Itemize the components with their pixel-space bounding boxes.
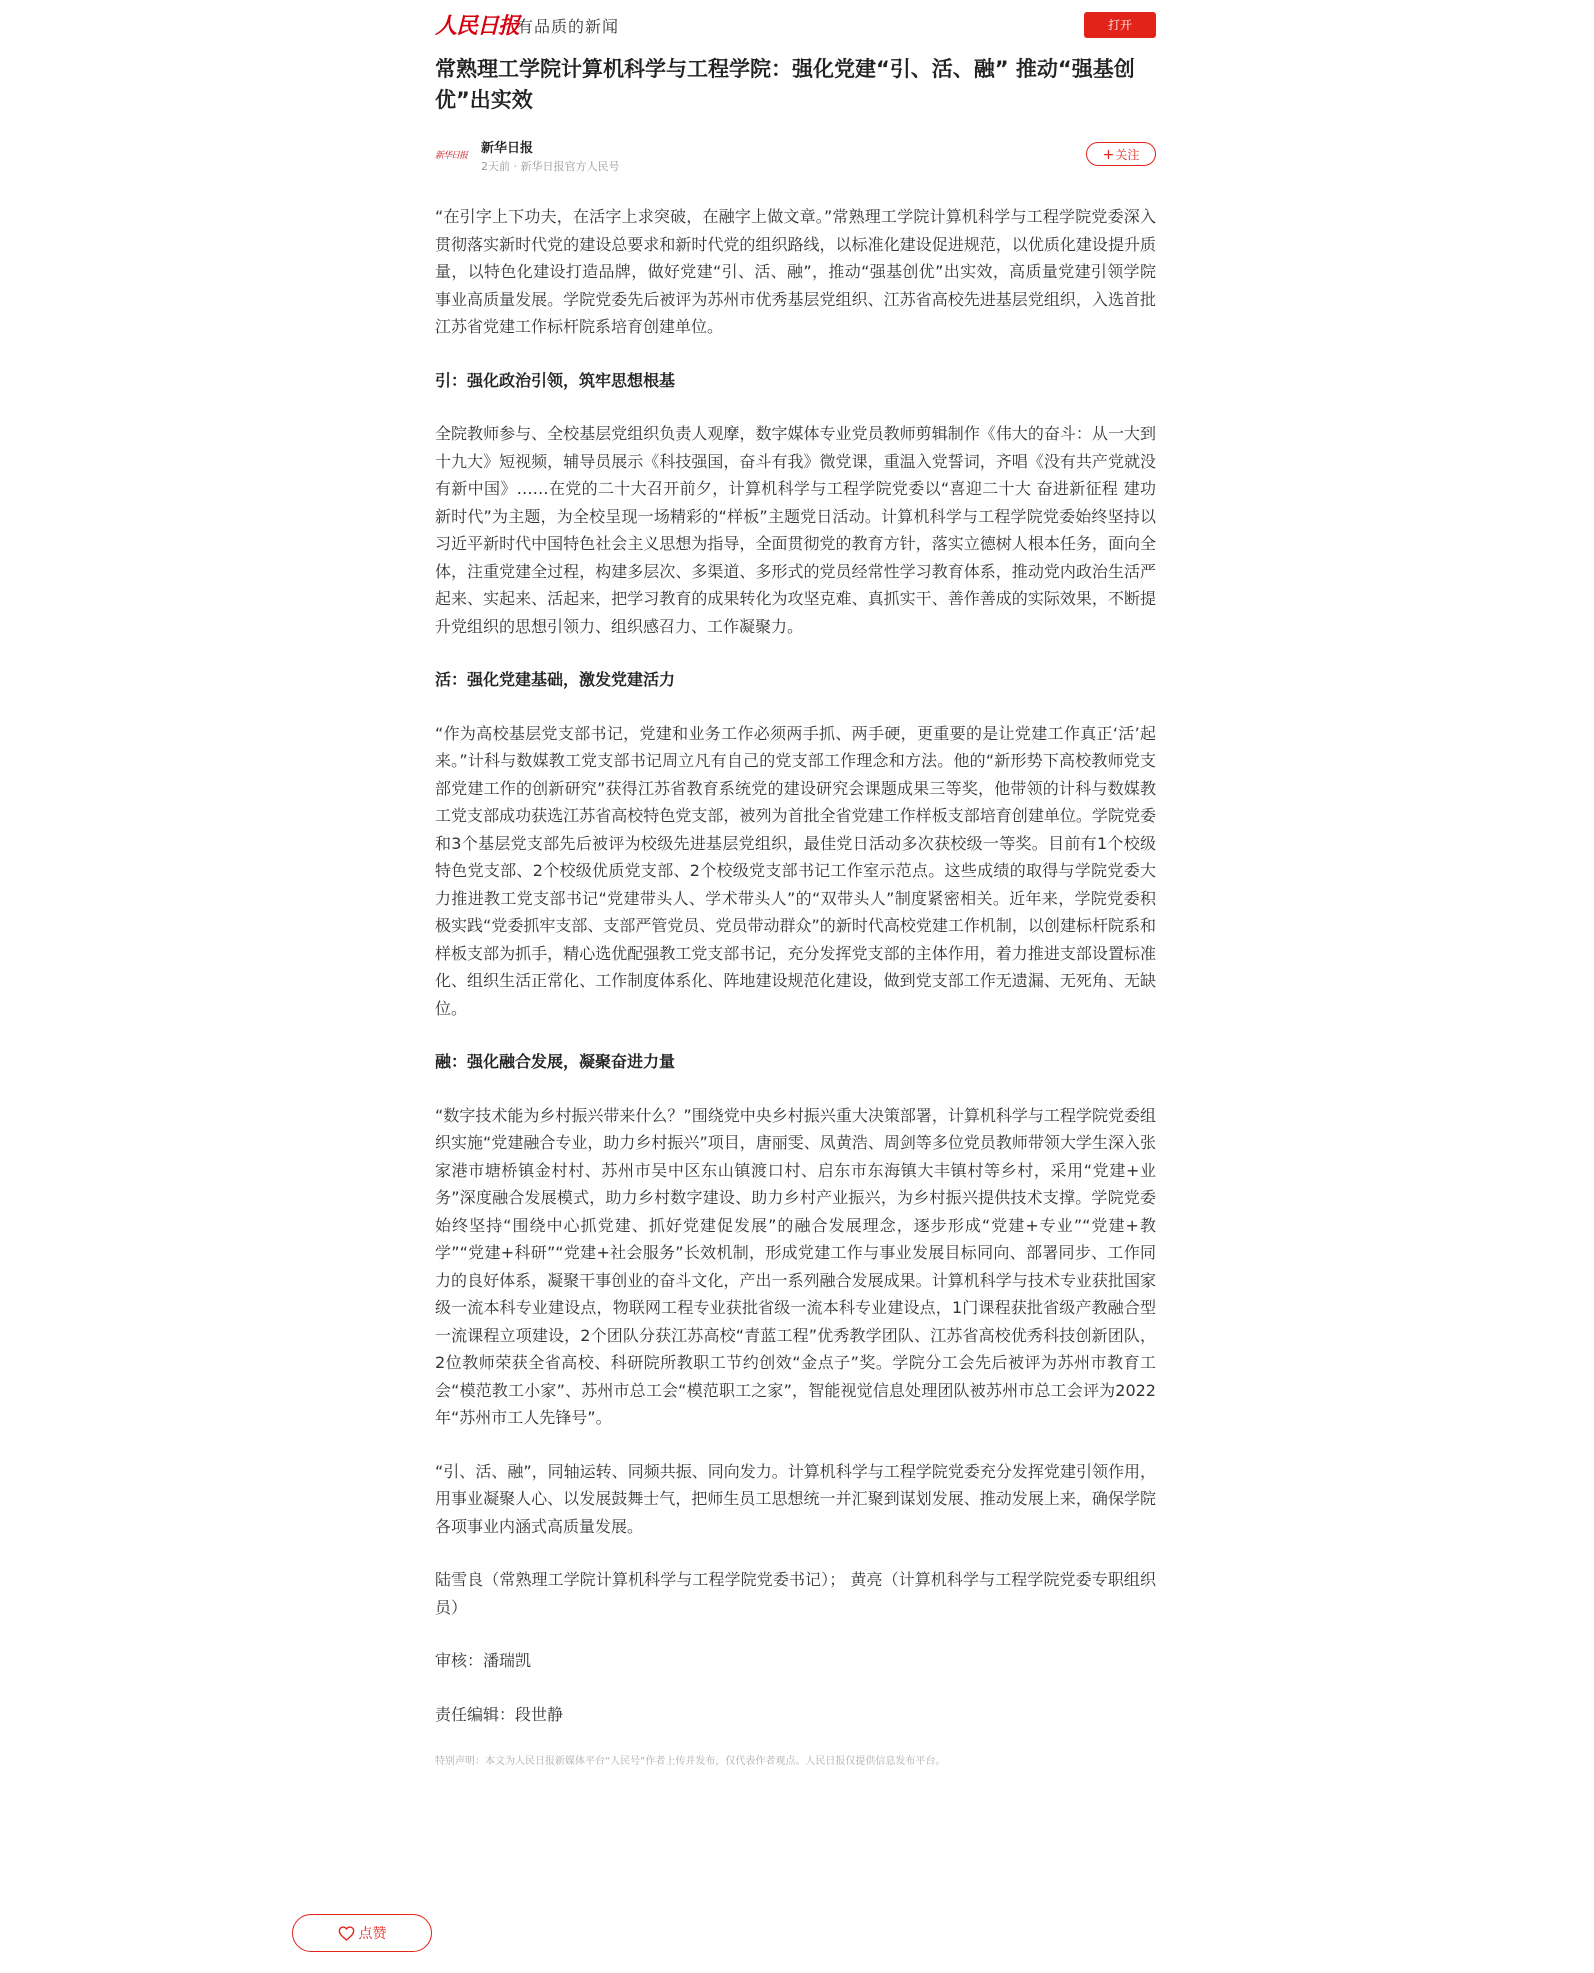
heart-icon <box>338 1926 355 1941</box>
paragraph: “数字技术能为乡村振兴带来什么？”围绕党中央乡村振兴重大决策部署，计算机科学与工程学院党委组织实施“党建融合专业，助力乡村振兴”项目，唐丽雯、凤黄浩、周剑等多位党员教师带领大学生深入张家港市塘桥镇金村村、苏州市吴中区东山镇渡口村、启东市东海镇大丰镇村等乡村，采用“党建+业务”深度融合发展模式，助力乡村数字建设、助力乡村产业振兴，为乡村振兴提供技术支撑。学院党委始终坚持“围绕中心抓党建、抓好党建促发展”的融合发展理念，逐步形成“党建+专业”“党建+教学”“党建+科研”“党建+社会服务”长效机制，形成党建工作与事业发展目标同向、部署同步、工作同力的良好体系，凝聚干事创业的奋斗文化，产出一系列融合发展成果。计算机科学与技术专业获批国家级一流本科专业建设点，物联网工程专业获批省级一流本科专业建设点，1门课程获批省级产教融合型一流课程立项建设，2个团队分获江苏高校“青蓝工程”优秀教学团队、江苏省高校优秀科技创新团队，2位教师荣获全省高校、科研院所教职工节约创效“金点子”奖。学院分工会先后被评为苏州市教育工会“模范教工小家”、苏州市总工会“模范职工之家”，智能视觉信息处理团队被苏州市总工会评为2022年“苏州市工人先锋号”。 <box>435 1105 1156 1427</box>
author-avatar[interactable]: 新华日报 <box>435 150 468 161</box>
author-meta: 2天前 · 新华日报官方人民号 <box>481 160 620 173</box>
article-title: 常熟理工学院计算机科学与工程学院：强化党建“引、活、融” 推动“强基创优”出实效 <box>435 57 1135 112</box>
follow-button[interactable] <box>1086 142 1156 166</box>
paragraph: “引、活、融”，同轴运转、同频共振、同向发力。计算机科学与工程学院党委充分发挥党建引领作用，用事业凝聚人心、以发展鼓舞士气，把师生员工思想统一并汇聚到谋划发展、推动发展上来，确保学院各项事业内涵式高质量发展。 <box>435 1461 1156 1536</box>
author-name[interactable]: 新华日报 <box>481 141 534 156</box>
paragraph: 全院教师参与、全校基层党组织负责人观摩，数字媒体专业党员教师剪辑制作《伟大的奋斗：从一大到十九大》短视频，辅导员展示《科技强国，奋斗有我》微党课，重温入党誓词，齐唱《没有共产党就没有新中国》……在党的二十大召开前夕，计算机科学与工程学院党委以“喜迎二十大 奋进新征程 建功新时代”为主题，为全校呈现一场精彩的“样板”主题党日活动。计算机科学与工程学院党委始终坚持以习近平新时代中国特色社会主义思想为指导，全面贯彻党的教育方针，落实立德树人根本任务，面向全体，注重党建全过程，构建多层次、多渠道、多形式的党员经常性学习教育体系，推动党内政治生活严起来、实起来、活起来，把学习教育的成果转化为攻坚克难、真抓实干、善作善成的实际效果，不断提升党组织的思想引领力、组织感召力、工作凝聚力。 <box>435 424 1156 636</box>
author-row <box>435 134 1156 178</box>
section-heading: 活：强化党建基础，激发党建活力 <box>435 670 676 689</box>
follow-label: 关注 <box>1115 148 1140 162</box>
plus-icon: + <box>1102 147 1115 163</box>
paragraph: “在引字上下功夫，在活字上求突破，在融字上做文章。”常熟理工学院计算机科学与工程学院党委深入贯彻落实新时代党的建设总要求和新时代党的组织路线，以标准化建设促进规范，以优质化建设提升质量，以特色化建设打造品牌，做好党建“引、活、融”，推动“强基创优”出实效，高质量党建引领学院事业高质量发展。学院党委先后被评为苏州市优秀基层党组织、江苏省高校先进基层党组织，入选首批江苏省党建工作标杆院系培育创建单位。 <box>435 207 1156 336</box>
paragraph: 陆雪良（常熟理工学院计算机科学与工程学院党委书记）； 黄亮（计算机科学与工程学院党委专职组织员） <box>435 1570 1156 1617</box>
article-body <box>435 203 1156 1728</box>
article-page <box>435 0 1156 1770</box>
section-heading: 融：强化融合发展，凝聚奋进力量 <box>435 1052 676 1071</box>
top-bar <box>435 0 1156 48</box>
like-button[interactable] <box>292 1914 432 1952</box>
like-label: 点赞 <box>358 1926 387 1942</box>
paragraph: 审核：潘瑞凯 <box>435 1651 532 1670</box>
disclaimer: 特别声明：本文为人民日报新媒体平台“人民号”作者上传并发布，仅代表作者观点。人民日报仅提供信息发布平台。 <box>435 1756 946 1767</box>
brand-logo[interactable]: 人民日报 <box>435 13 520 39</box>
paragraph: 责任编辑：段世静 <box>435 1704 564 1724</box>
brand-slogan: 有品质的新闻 <box>517 17 620 36</box>
section-heading: 引：强化政治引领，筑牢思想根基 <box>435 370 676 390</box>
open-app-button[interactable]: 打开 <box>1084 12 1156 38</box>
paragraph: “作为高校基层党支部书记，党建和业务工作必须两手抓、两手硬，更重要的是让党建工作真正‘活’起来。”计科与数媒教工党支部书记周立凡有自己的党支部工作理念和方法。他的“新形势下高校教师党支部党建工作的创新研究”获得江苏省教育系统党的建设研究会课题成果三等奖，他带领的计科与数媒教工党支部成功获选江苏省高校特色党支部，被列为首批全省党建工作样板支部培育创建单位。学院党委和3个基层党支部先后被评为校级先进基层党组织，最佳党日活动多次获校级一等奖。目前有1个校级特色党支部、2个校级优质党支部、2个校级党支部书记工作室示范点。这些成绩的取得与学院党委大力推进教工党支部书记“党建带头人、学术带头人”的“双带头人”制度紧密相关。近年来，学院党委积极实践“党委抓牢支部、支部严管党员、党员带动群众”的新时代高校党建工作机制，以创建标杆院系和样板支部为抓手，精心选优配强教工党支部书记，充分发挥党支部的主体作用，着力推进支部设置标准化、组织生活正常化、工作制度体系化、阵地建设规范化建设，做到党支部工作无遗漏、无死角、无缺位。 <box>435 723 1156 1018</box>
